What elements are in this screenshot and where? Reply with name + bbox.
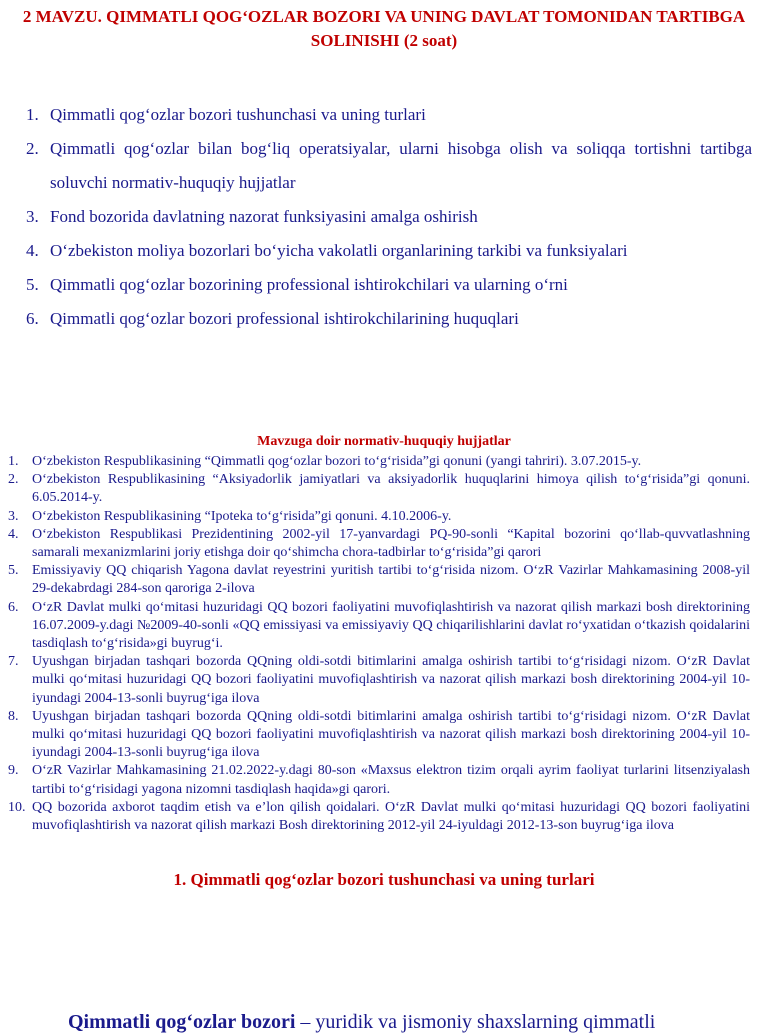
reference-item — [8, 708, 750, 763]
plan-item-text: Qimmatli qog‘ozlar bozorining professional ishtirokchilari va ularning o‘rni — [50, 275, 568, 294]
plan-item — [22, 268, 752, 302]
reference-number: 6. — [8, 599, 19, 615]
reference-text: Emissiyaviy QQ chiqarish Yagona davlat reyestrini yuritish tartibi to‘g‘risida nizom. O‘zR Vazirlar Mahkamasining 2008-yil 29-dekabrdagi 284-son qaroriga 2-ilova — [32, 563, 750, 597]
lesson-plan-list — [22, 98, 752, 336]
reference-number: 10. — [8, 799, 26, 815]
reference-number: 5. — [8, 563, 19, 579]
reference-number: 2. — [8, 472, 19, 488]
reference-item — [8, 599, 750, 654]
plan-item-number: 1. — [26, 105, 39, 124]
references-list — [8, 453, 750, 863]
reference-item — [8, 453, 750, 471]
plan-item-text: Fond bozorida davlatning nazorat funksiyasini amalga oshirish — [50, 207, 478, 226]
reference-number: 1. — [8, 454, 19, 469]
reference-text: O‘zbekiston Respublikasining “Ipoteka to‘g‘risida”gi qonuni. 4.10.2006-y. — [32, 508, 452, 524]
definition-text: – yuridik va jismoniy shaxslarning qimmatli — [295, 1011, 656, 1033]
plan-item-number: 3. — [26, 207, 39, 226]
reference-item — [8, 653, 750, 708]
plan-item-text: O‘zbekiston moliya bozorlari bo‘yicha vakolatli organlarining tarkibi va funksiyalari — [50, 241, 628, 260]
plan-item — [22, 98, 752, 132]
plan-item-text: Qimmatli qog‘ozlar bilan bog‘liq operatsiyalar, ularni hisobga olish va soliqqa tortishni tartibga soluvchi normativ-huquqiy hujjatlar — [50, 139, 752, 192]
reference-text: O‘zbekiston Respublikasi Prezidentining 2002-yil 17-yanvardagi PQ-90-sonli “Kapital bozorini qo‘llab-quvvatlashning samarali mexanizmlarini joriy etishga doir qo‘shimcha chora-tadbirlar to‘g‘risida”gi qarori — [32, 526, 750, 561]
reference-item — [8, 508, 750, 526]
reference-text: O‘zR Davlat mulki qo‘mitasi huzuridagi QQ bozori faoliyatini muvofiqlashtirish va nazorat qilish markazi bosh direktorining 16.07.2009-y.dagi №2009-40-sonli «QQ emissiyasi va emissiyaviy QQ chiqarilishlarini davlat ro‘yxatidan o‘tkazish qoidalarini tasdiqlash to‘g‘risida»gi buyrug‘i. — [32, 599, 750, 652]
reference-item — [8, 762, 750, 798]
plan-item-number: 2. — [26, 139, 39, 158]
reference-item — [8, 562, 750, 598]
reference-text: Uyushgan birjadan tashqari bozorda QQning oldi-sotdi bitimlarini amalga oshirish tartibi to‘g‘risidagi nizom. O‘zR Davlat mulki qo‘mitasi huzuridagi QQ bozori faoliyatini muvofiqlashtirish va nazorat qilish markazi bosh direktorining 2004-yil 10-iyundagi 2004-13-sonli buyrug‘iga ilova — [32, 708, 750, 761]
plan-item — [22, 302, 752, 336]
reference-item — [8, 471, 750, 507]
reference-number: 8. — [8, 708, 19, 724]
reference-text: O‘zbekiston Respublikasining “Qimmatli qog‘ozlar bozori to‘g‘risida”gi qonuni (yangi tahriri). 3.07.2015-y. — [32, 454, 642, 469]
reference-text: QQ bozorida axborot taqdim etish va e’lon qilish qoidalari. O‘zR Davlat mulki qo‘mitasi huzuridagi QQ bozori faoliyatini muvofiqlashtirish va nazorat qilish markazi Bosh direktorining 2012-yil 24-iyuldagi 2012-13-son buyrug‘iga ilova — [32, 799, 750, 834]
plan-item-number: 5. — [26, 275, 39, 294]
page-title: 2 MAVZU. QIMMATLI QOG‘OZLAR BOZORI VA UNING DAVLAT TOMONIDAN TARTIBGA SOLINISHI (2 soat) — [22, 7, 746, 50]
reference-text: O‘zbekiston Respublikasining “Aksiyadorlik jamiyatlari va aksiyadorlik huquqlarini himoya qilish to‘g‘risida”gi qonuni. 6.05.2014-y. — [32, 472, 750, 506]
plan-item-number: 4. — [26, 241, 39, 260]
reference-number: 9. — [8, 763, 19, 779]
reference-item — [8, 526, 750, 562]
plan-item — [22, 132, 752, 200]
plan-item — [22, 200, 752, 234]
reference-text: O‘zR Vazirlar Mahkamasining 21.02.2022-y.dagi 80-son «Maxsus elektron tizim orqali ayrim faoliyat turlarini litsenziyalash tartibi to‘g‘risidagi yagona nizomni tasdiqlash haqida»gi qarori. — [32, 763, 750, 797]
reference-number: 3. — [8, 508, 19, 524]
plan-item — [22, 234, 752, 268]
plan-item-text: Qimmatli qog‘ozlar bozori tushunchasi va uning turlari — [50, 105, 426, 124]
plan-item-text: Qimmatli qog‘ozlar bozori professional ishtirokchilarining huquqlari — [50, 309, 519, 328]
section-heading: 1. Qimmatli qog‘ozlar bozori tushunchasi va uning turlari — [173, 870, 595, 889]
definition-term: Qimmatli qog‘ozlar bozori — [68, 1011, 296, 1033]
references-heading: Mavzuga doir normativ-huquqiy hujjatlar — [257, 434, 511, 449]
definition-paragraph — [68, 1011, 768, 1034]
reference-number: 7. — [8, 654, 19, 670]
plan-item-number: 6. — [26, 309, 39, 328]
reference-text: Uyushgan birjadan tashqari bozorda QQning oldi-sotdi bitimlarini amalga oshirish tartibi to‘g‘risidagi nizom. O‘zR Davlat mulki qo‘mitasi huzuridagi QQ bozori faoliyatini muvofiqlashtirish va nazorat qilish markazi bosh direktorining 2004-yil 10-iyundagi 2004-13-sonli buyrug‘iga ilova — [32, 654, 750, 706]
reference-item — [8, 799, 750, 835]
reference-number: 4. — [8, 526, 19, 542]
